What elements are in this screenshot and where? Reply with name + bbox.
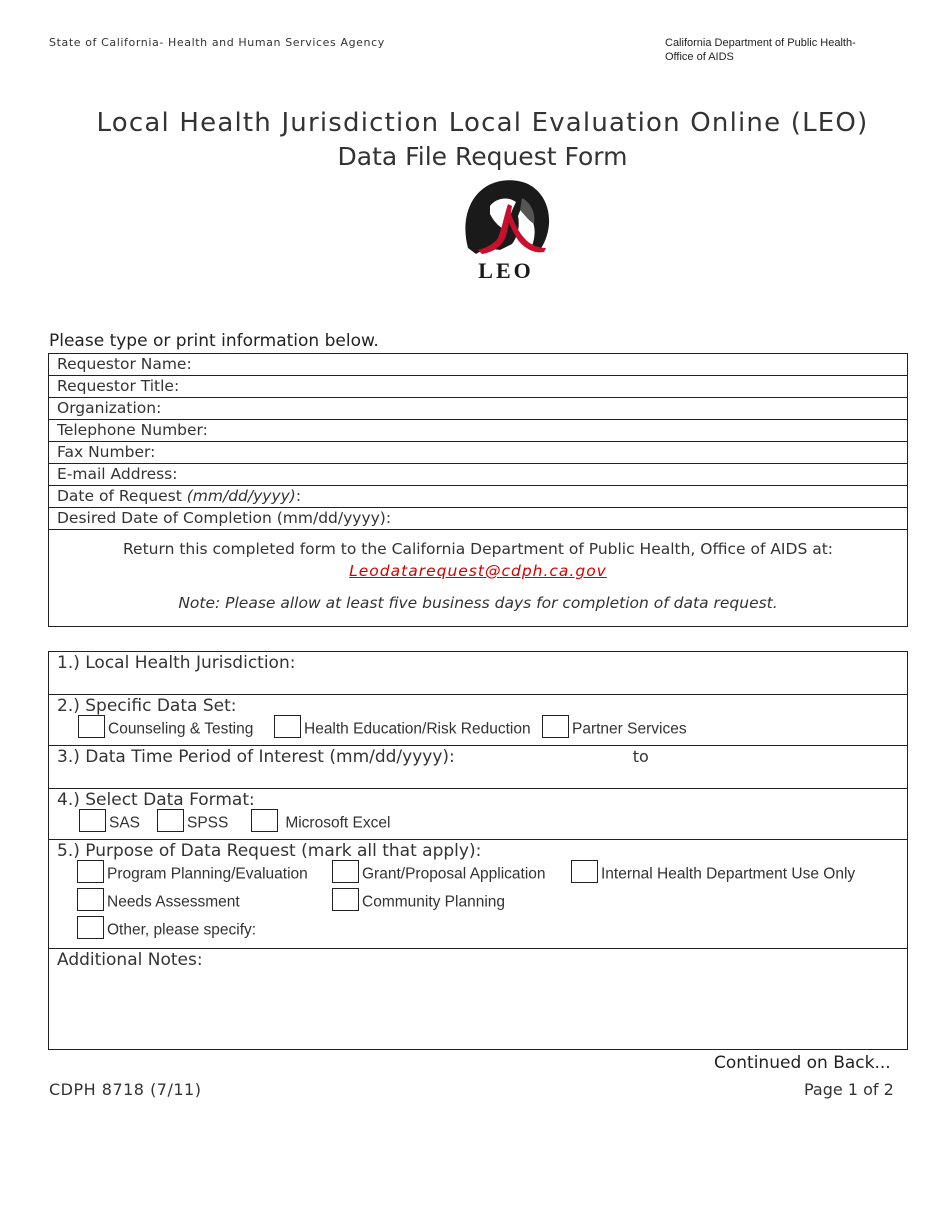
telephone-field[interactable]: Telephone Number:	[49, 420, 908, 442]
option-program-planning[interactable]	[77, 863, 308, 886]
local-health-jurisdiction-field[interactable]	[49, 652, 908, 695]
desired-completion-date-field[interactable]: Desired Date of Completion (mm/dd/yyyy):	[49, 508, 908, 530]
option-label: Program Planning/Evaluation	[107, 865, 308, 883]
checkbox[interactable]	[77, 860, 104, 883]
section-5-label: 5.) Purpose of Data Request (mark all that apply):	[57, 841, 482, 861]
date-of-request-label: Date of Request	[57, 487, 187, 505]
option-health-education[interactable]	[274, 718, 531, 741]
checkbox[interactable]	[332, 888, 359, 911]
option-counseling-testing[interactable]	[78, 718, 253, 741]
option-label: Needs Assessment	[107, 893, 240, 911]
option-label: Internal Health Department Use Only	[601, 865, 856, 883]
checkbox[interactable]	[157, 809, 184, 832]
logo-text: LEO	[478, 258, 534, 282]
option-label: SPSS	[187, 814, 229, 832]
processing-time-note: Note: Please allow at least five business days for completion of data request.	[178, 594, 778, 612]
checkbox[interactable]	[77, 916, 104, 939]
data-format-section	[49, 789, 908, 840]
option-needs-assessment[interactable]	[77, 891, 240, 914]
option-label: Counseling & Testing	[108, 720, 254, 738]
option-label: Grant/Proposal Application	[362, 865, 546, 883]
fax-field[interactable]: Fax Number:	[49, 442, 908, 464]
option-other[interactable]	[77, 919, 256, 942]
option-microsoft-excel[interactable]	[251, 812, 390, 835]
option-community-planning[interactable]	[332, 891, 505, 914]
to-label: to	[632, 747, 649, 766]
option-label: Other, please specify:	[107, 921, 257, 939]
option-label: Health Education/Risk Reduction	[304, 720, 531, 738]
checkbox[interactable]	[274, 715, 301, 738]
leo-lion-logo	[460, 176, 553, 282]
checkbox[interactable]	[77, 888, 104, 911]
option-internal-use[interactable]	[571, 863, 855, 886]
request-details-table	[48, 651, 908, 1050]
additional-notes-label: Additional Notes:	[57, 950, 203, 970]
agency-header: State of California- Health and Human Services Agency	[49, 36, 385, 49]
purpose-section	[49, 840, 908, 949]
return-instructions-text: Return this completed form to the California Department of Public Health, Office of AIDS at:	[122, 540, 834, 558]
option-label: SAS	[109, 814, 141, 832]
option-spss[interactable]	[157, 812, 228, 835]
form-title: Local Health Jurisdiction Local Evaluation Online (LEO)	[96, 108, 869, 138]
option-label: Partner Services	[572, 720, 687, 738]
date-colon: :	[295, 487, 302, 505]
checkbox[interactable]	[542, 715, 569, 738]
date-format-hint: (mm/dd/yyyy)	[186, 487, 296, 505]
requestor-name-field[interactable]: Requestor Name:	[49, 354, 908, 376]
request-email-link[interactable]: Leodatarequest@cdph.ca.gov	[349, 562, 607, 580]
option-sas[interactable]	[79, 812, 140, 835]
continued-note: Continued on Back...	[714, 1053, 891, 1073]
checkbox[interactable]	[79, 809, 106, 832]
section-4-label: 4.) Select Data Format:	[57, 790, 255, 810]
organization-field[interactable]: Organization:	[49, 398, 908, 420]
option-partner-services[interactable]	[542, 718, 687, 741]
form-subtitle: Data File Request Form	[337, 142, 628, 171]
data-set-section	[49, 695, 908, 746]
option-label: Community Planning	[362, 893, 506, 911]
time-period-field[interactable]	[49, 746, 908, 789]
form-number: CDPH 8718 (7/11)	[49, 1080, 202, 1099]
checkbox[interactable]	[78, 715, 105, 738]
section-3-label: 3.) Data Time Period of Interest (mm/dd/yyyy):	[57, 747, 455, 767]
department-header	[665, 36, 856, 64]
department-line-1: California Department of Public Health-	[665, 37, 856, 49]
instructions-text: Please type or print information below.	[49, 331, 379, 351]
section-1-label: 1.) Local Health Jurisdiction:	[57, 653, 296, 673]
date-of-request-field[interactable]	[49, 486, 908, 508]
option-grant-proposal[interactable]	[332, 863, 546, 886]
checkbox[interactable]	[571, 860, 598, 883]
return-instructions-box	[49, 530, 908, 627]
email-field[interactable]: E-mail Address:	[49, 464, 908, 486]
checkbox[interactable]	[251, 809, 278, 832]
requestor-title-field[interactable]: Requestor Title:	[49, 376, 908, 398]
option-label: Microsoft Excel	[285, 814, 391, 832]
department-line-2: Office of AIDS	[665, 51, 734, 63]
page-number: Page 1 of 2	[804, 1080, 894, 1099]
requestor-info-table	[48, 353, 908, 627]
section-2-label: 2.) Specific Data Set:	[57, 696, 237, 716]
checkbox[interactable]	[332, 860, 359, 883]
additional-notes-field[interactable]	[49, 949, 908, 1050]
